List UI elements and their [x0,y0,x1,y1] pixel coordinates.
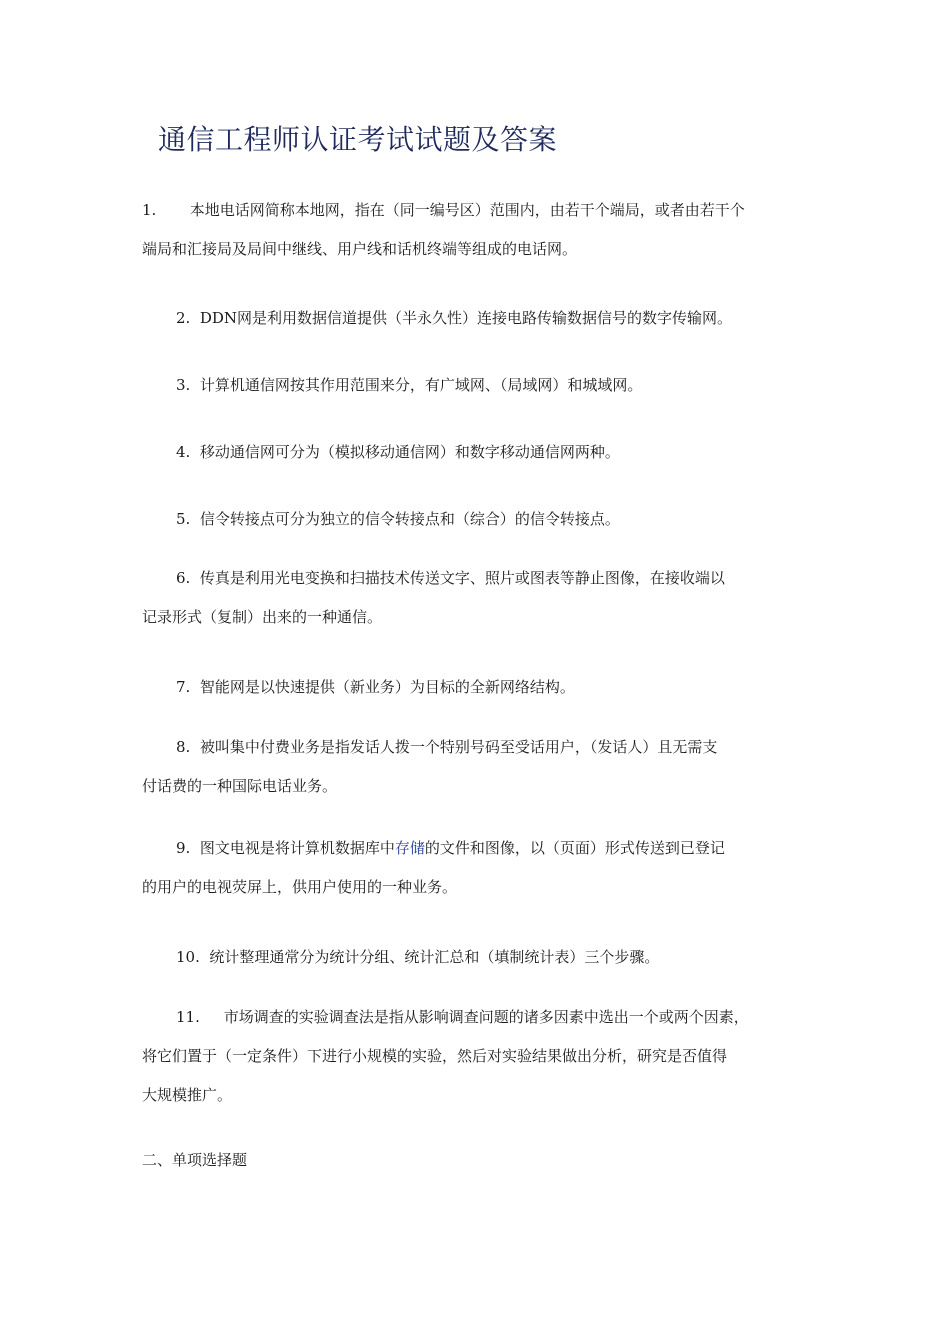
page-title: 通信工程师认证考试试题及答案 [158,123,558,156]
item-text: DDN网是利用数据信道提供（半永久性）连接电路传输数据信号的数字传输网。 [199,309,733,327]
item-number: 7. [176,678,191,696]
item-number: 6. [176,569,191,587]
item-text: 智能网是以快速提供（新业务）为目标的全新网络结构。 [199,678,575,696]
list-item [142,559,822,637]
list-item [142,728,822,806]
item-text: 信令转接点可分为独立的信令转接点和（综合）的信令转接点。 [199,510,620,528]
section-title: 二、单项选择题 [142,1151,248,1169]
list-item [142,500,856,539]
list-item [142,668,856,707]
item-text: 传真是利用光电变换和扫描技术传送文字、照片或图表等静止图像，在接收端以 [199,569,725,587]
list-item [142,366,856,405]
item-text: 付话费的一种国际电话业务。 [142,777,338,795]
item-text: 被叫集中付费业务是指发话人拨一个特别号码至受话用户，（发话人）且无需支 [199,738,718,756]
list-item [142,433,856,472]
item-number: 4. [176,443,191,461]
list-item [142,191,822,269]
item-number: 10. [176,948,200,966]
item-number: 1. [142,201,157,219]
item-text: 市场调查的实验调查法是指从影响调查问题的诸多因素中选出一个或两个因素， [223,1008,749,1026]
item-text: 的用户的电视荧屏上，供用户使用的一种业务。 [142,878,458,896]
list-item [142,998,822,1115]
item-number: 9. [176,839,191,857]
item-text: 本地电话网简称本地网，指在（同一编号区）范围内，由若干个端局，或者由若干个 [189,201,745,219]
storage-link[interactable]: 存储 [394,839,425,857]
section-heading [142,1141,822,1180]
item-number: 5. [176,510,191,528]
item-text: 图文电视是将计算机数据库中 [199,839,395,857]
item-text: 的文件和图像，以（页面）形式传送到已登记 [424,839,725,857]
item-number: 8. [176,738,191,756]
item-text: 记录形式（复制）出来的一种通信。 [142,608,383,626]
item-number: 11. [176,1008,200,1026]
item-text: 计算机通信网按其作用范围来分，有广域网、（局域网）和城域网。 [199,376,643,394]
item-text: 将它们置于（一定条件）下进行小规模的实验，然后对实验结果做出分析，研究是否值得 [142,1047,728,1065]
item-text: 移动通信网可分为（模拟移动通信网）和数字移动通信网两种。 [199,443,620,461]
list-item [142,299,856,338]
item-text: 统计整理通常分为统计分组、统计汇总和（填制统计表）三个步骤。 [209,948,660,966]
item-number: 3. [176,376,191,394]
item-text: 端局和汇接局及局间中继线、用户线和话机终端等组成的电话网。 [142,240,578,258]
list-item [142,938,856,977]
item-number: 2. [176,309,191,327]
item-text: 大规模推广。 [142,1086,233,1104]
list-item [142,829,822,907]
